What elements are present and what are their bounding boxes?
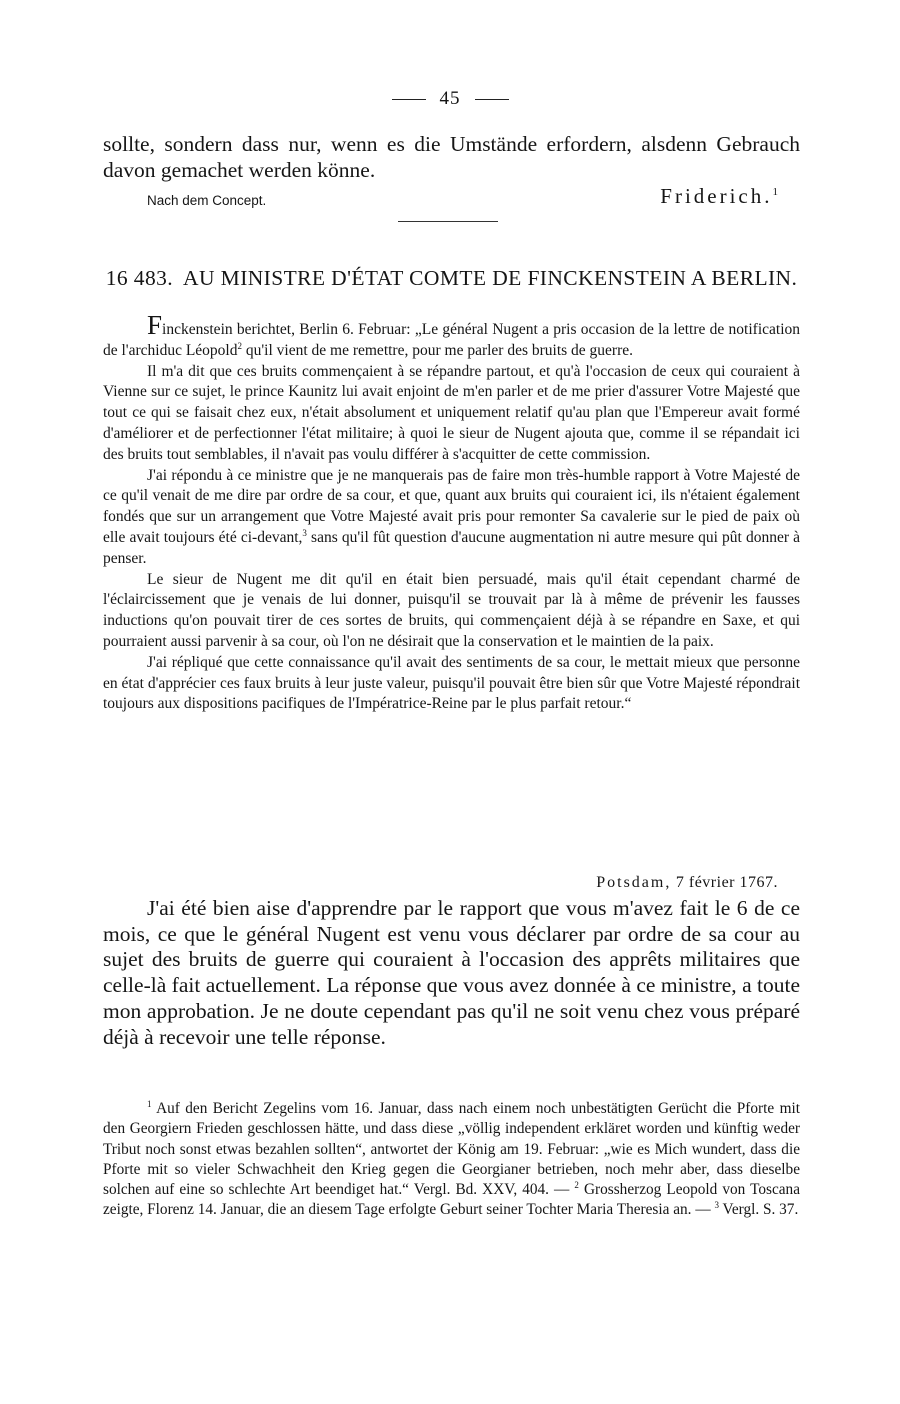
- reply-paragraph: J'ai été bien aise d'apprendre par le rapport que vous m'avez fait le 6 de ce mois, ce que le général Nugent est venu vous déclarer par ordre de sa cour au sujet des bruits de guerre qui couraient à l'occasion des apprêts militaires que celle-là fait actuellement. La réponse que vous avez donnée à ce ministre, a toute mon approbation. Je ne doute cependant pas qu'il ne soit venu chez vous préparé déjà à recevoir une telle réponse.: [103, 896, 800, 1049]
- report-text: inckenstein berichtet, Berlin 6. Februar: „Le général Nugent a pris occasion de la lettre de notification de l'archiduc Léopold: [103, 321, 800, 359]
- report-paragraph: [103, 310, 800, 362]
- report-paragraph: Le sieur de Nugent me dit qu'il en était bien persuadé, mais qu'il était cependant charmé de l'éclaircissement que je venais de lui donner, puisqu'il se trouvait par là à même de prévenir les fausses inductions qu'on pouvait tirer de ces sortes de bruits, qui commençaient déjà à se répandre en Saxe, et qui pourraient aussi parvenir à sa cour, où l'on ne désirait que la conservation et le maintien de la paix.: [103, 570, 800, 650]
- footnote-text: Auf den Bericht Zegelins vom 16. Januar, dass nach einem noch unbestätigten Gerücht die Pforte mit den Georgiern Frieden geschlossen hätte, und dass diese „völlig independent erkläret worden und künftig weder Tribut noch sonst etwas bezahlen sollten“, antwortet der König am 19. Februar: „wie es Mich wundert, dass die Pforte mit so vieler Schwachheit den Krieg gegen die Georgianer betrieben, noch mehr aber, dass dieselbe solchen auf eine so schlechte Art beendiget hat.“ Vergl. Bd. XXV, 404. —: [103, 1100, 800, 1199]
- report-text: qu'il vient de me remettre, pour me parler des bruits de guerre.: [242, 341, 634, 359]
- footnote-mark: 1: [147, 1098, 152, 1109]
- report-paragraph: [103, 466, 800, 570]
- section-divider: [398, 221, 498, 222]
- source-note: Nach dem Concept.: [147, 193, 267, 208]
- footnote-mark: 3: [714, 1200, 719, 1211]
- page-number-line: [0, 88, 900, 110]
- page-number: 45: [439, 88, 461, 109]
- letter-number: 16 483.: [105, 266, 174, 290]
- footnote-ref: 3: [302, 527, 307, 538]
- report-text: J'ai répondu à ce ministre que je ne manquerais pas de faire mon très-humble rapport à Votre Majesté de ce qu'il venait de me dire par ordre de sa cour, et que, quant aux bruits qui couraient ici, ils n'étaient également fondés que sur un arrangement que Votre Majesté avait pris pour remonter Sa cavalerie sur le pied de paix où elle avait toujours été ci-devant,: [103, 466, 800, 546]
- letter-title: AU MINISTRE D'ÉTAT COMTE DE FINCKENSTEIN A BERLIN.: [183, 266, 798, 290]
- footnote-ref: 2: [237, 340, 242, 351]
- report-summary: [103, 310, 800, 715]
- letter-heading: [103, 265, 800, 291]
- page-number-dash-right: [475, 99, 509, 100]
- page-number-dash-left: [392, 99, 426, 100]
- signature: [660, 184, 778, 209]
- dateline: [596, 874, 778, 892]
- dateline-place: Potsdam,: [596, 874, 672, 891]
- initial-letter: F: [147, 310, 163, 340]
- signature-footnote-mark: 1: [772, 186, 778, 198]
- footnote-text: Grossherzog Leopold von Toscana zeigte, Florenz 14. Januar, die an diesem Tage erfolgte Geburt seiner Tochter Maria Theresia an. —: [103, 1181, 800, 1219]
- footnotes: [103, 1099, 800, 1221]
- report-text: sans qu'il fût question d'aucune augmentation ni autre mesure qui pût donner à penser.: [103, 528, 800, 567]
- signature-name: Friderich.: [660, 184, 773, 208]
- dateline-date: 7 février 1767.: [675, 874, 778, 891]
- continued-text: sollte, sondern dass nur, wenn es die Umstände erfordern, alsdenn Gebrauch davon gemachet werden könne.: [103, 132, 800, 182]
- footnote-paragraph: [103, 1099, 800, 1221]
- footnote-text: Vergl. S. 37.: [718, 1201, 799, 1219]
- footnote-mark: 2: [574, 1180, 579, 1191]
- report-paragraph: Il m'a dit que ces bruits commençaient à se répandre partout, et qu'à l'occasion de ceux qui couraient à Vienne sur ce sujet, le prince Kaunitz lui avait enjoint de m'en parler et de me prier d'assurer Votre Majesté que tout ce qui se faisait chez eux, n'était absolument et uniquement relatif qu'au plan que l'Empereur avait formé d'améliorer et de perfectionner l'état militaire; à quoi le sieur de Nugent ajouta que, comme il se répandait ici des bruits tout semblables, il n'avait pas voulu différer à s'acquitter de cette commission.: [103, 362, 800, 463]
- report-paragraph: J'ai répliqué que cette connaissance qu'il avait des sentiments de sa cour, le mettait mieux que personne en état d'apprécier ces faux bruits à leur juste valeur, puisqu'il pouvait être bien sûr que Votre Majesté répondrait toujours aux dispositions pacifiques de l'Impératrice-Reine par le plus parfait retour.“: [103, 653, 800, 713]
- king-reply: [103, 896, 800, 1050]
